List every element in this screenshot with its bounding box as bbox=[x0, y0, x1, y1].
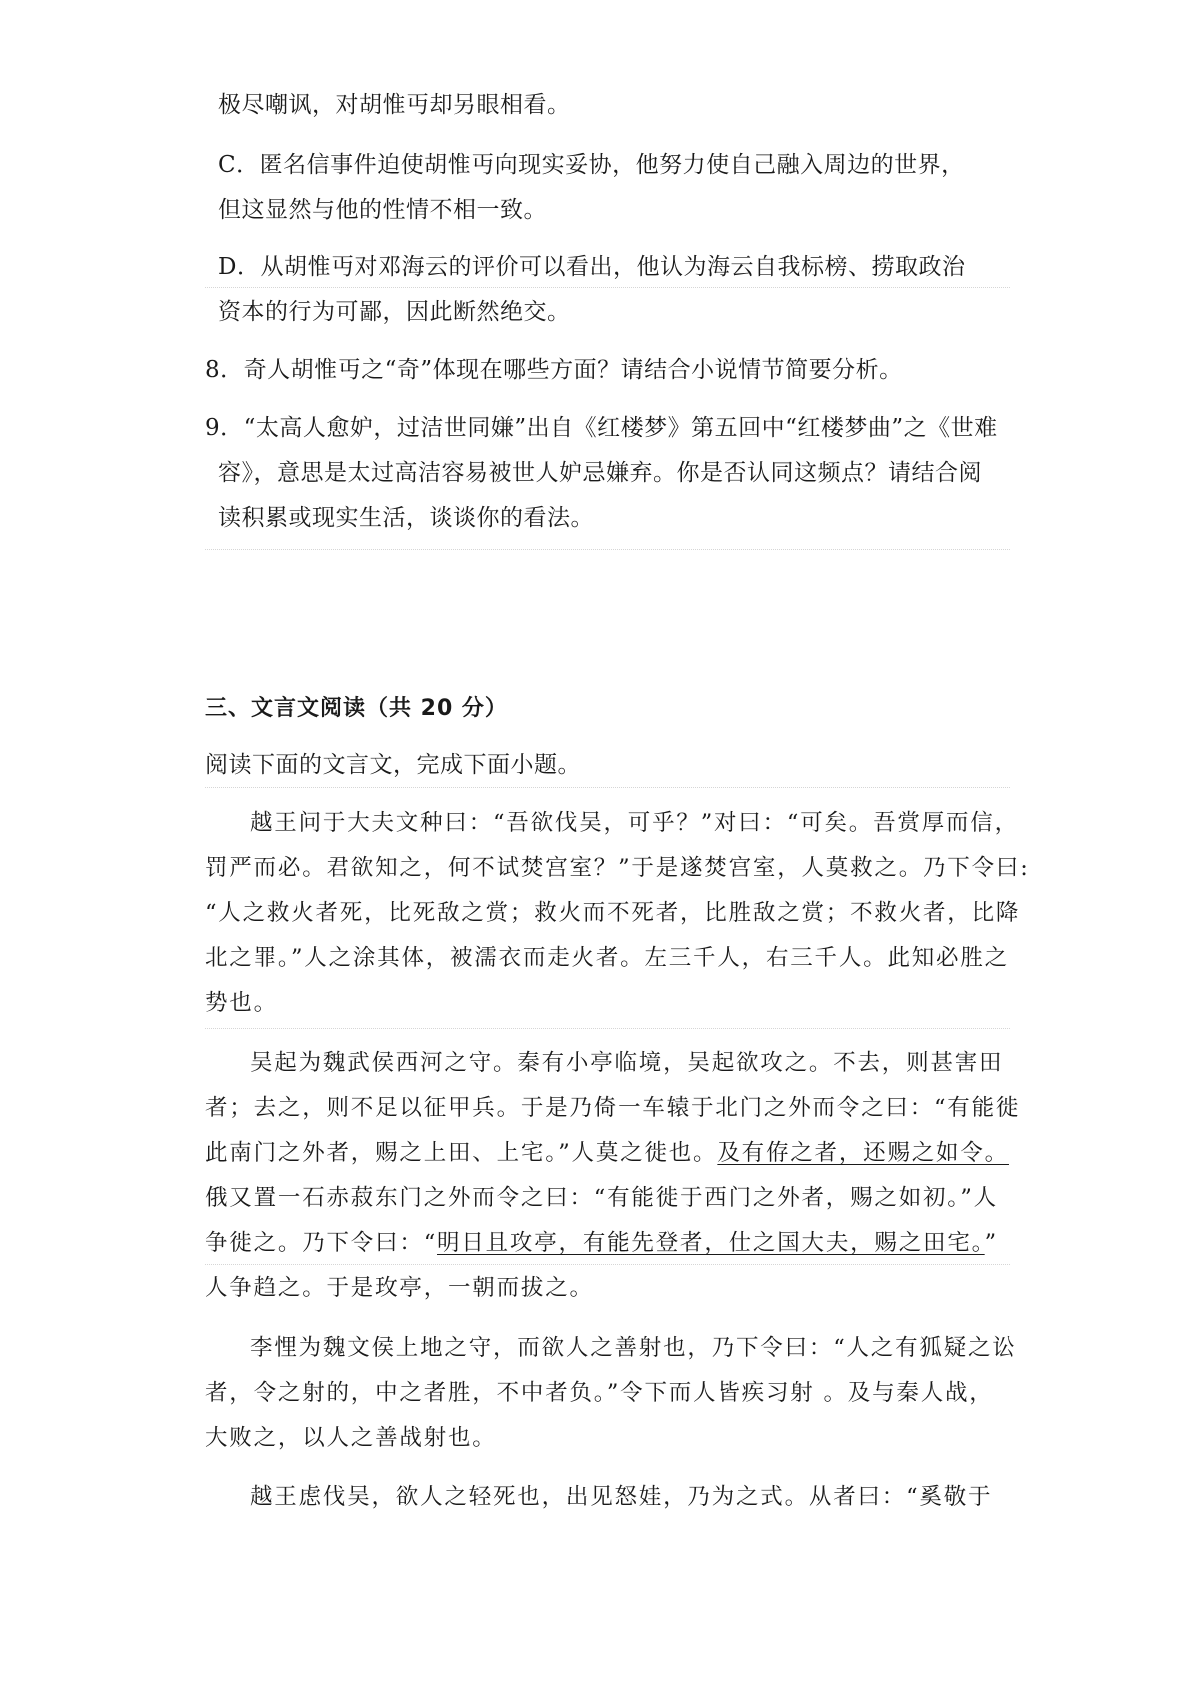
passage-text: ” bbox=[984, 1230, 998, 1256]
passage-text: 此南门之外者，赐之上田、上宅。”人莫之徙也。 bbox=[205, 1140, 718, 1166]
question-8: 8．奇人胡惟丏之“奇”体现在哪些方面？请结合小说情节简要分析。 bbox=[205, 357, 903, 383]
divider bbox=[205, 1264, 1010, 1265]
divider bbox=[205, 287, 1010, 288]
option-c-line-1: C．匿名信事件迫使胡惟丏向现实妥协，他努力使自己融入周边的世界， bbox=[218, 152, 965, 178]
passage-2-line-2: 者；去之，则不足以征甲兵。于是乃倚一车辕于北门之外而令之曰：“有能徙 bbox=[205, 1095, 1021, 1121]
section-heading: 三、文言文阅读（共 20 分） bbox=[205, 696, 508, 721]
passage-1-line-2: 罚严而必。君欲知之，何不试焚宫室？”于是遂焚宫室，人莫救之。乃下令曰: bbox=[205, 855, 1030, 881]
option-d-line-2: 资本的行为可鄙，因此断然绝交。 bbox=[218, 299, 571, 325]
passage-2-line-3 bbox=[205, 1138, 1009, 1168]
passage-2-line-1: 吴起为魏武侯西河之守。秦有小亭临境，吴起欲攻之。不去，则甚害田 bbox=[250, 1050, 1004, 1076]
passage-1-line-5: 势也。 bbox=[205, 990, 278, 1016]
option-d-line-1: D．从胡惟丏对邓海云的评价可以看出，他认为海云自我标榜、捞取政治 bbox=[218, 254, 966, 280]
question-9-line-1: 9．“太高人愈妒，过洁世同嫌”出自《红楼梦》第五回中“红楼梦曲”之《世难 bbox=[205, 415, 998, 441]
section-instruction: 阅读下面的文言文，完成下面小题。 bbox=[205, 752, 581, 778]
passage-2-line-5 bbox=[205, 1228, 998, 1258]
passage-2-line-6: 人争趋之。于是玫亭，一朝而拔之。 bbox=[205, 1275, 594, 1301]
question-9-line-3: 读积累或现实生活，谈谈你的看法。 bbox=[218, 505, 594, 531]
passage-3-line-1: 李悝为魏文侯上地之守，而欲人之善射也，乃下令曰：“人之有狐疑之讼 bbox=[250, 1335, 1017, 1361]
passage-3-line-3: 大败之，以人之善战射也。 bbox=[205, 1425, 497, 1451]
passage-1-line-1: 越王问于大夫文种曰：“吾欲伐吴，可乎？”对曰：“可矣。吾赏厚而信， bbox=[250, 810, 1019, 836]
passage-2-line-4: 俄又置一石赤菽东门之外而令之曰：“有能徙于西门之外者，赐之如初。”人 bbox=[205, 1185, 998, 1211]
divider bbox=[205, 1028, 1010, 1029]
divider bbox=[205, 549, 1010, 550]
passage-text: 争徙之。乃下令曰：“ bbox=[205, 1230, 438, 1256]
underlined-sentence-2: 明日且攻亭，有能先登者，仕之国大夫，赐之田宅。 bbox=[437, 1230, 985, 1256]
passage-1-line-4: 北之罪。”人之涂其体，被濡衣而走火者。左三千人，右三千人。此知必胜之 bbox=[205, 945, 1009, 971]
option-b-continuation: 极尽嘲讽，对胡惟丏却另眼相看。 bbox=[218, 92, 571, 118]
divider bbox=[205, 787, 1010, 788]
option-c-line-2: 但这显然与他的性情不相一致。 bbox=[218, 197, 547, 223]
question-9-line-2: 容》，意思是太过高洁容易被世人妒忌嫌弃。你是否认同这频点？请结合阅 bbox=[218, 460, 982, 486]
passage-3-line-2: 者，令之射的，中之者胜，不中者负。”令下而人皆疾习射 。及与秦人战， bbox=[205, 1380, 994, 1406]
underlined-sentence-1: 及有侟之者，还赐之如令。 bbox=[717, 1140, 1009, 1166]
passage-4-line-1: 越王虑伐吴，欲人之轻死也，出见怒娃，乃为之式。从者曰：“奚敬于 bbox=[250, 1484, 993, 1510]
passage-1-line-3: “人之救火者死，比死敌之赏；救火而不死者，比胜敌之赏；不救火者，比降 bbox=[205, 900, 1021, 926]
